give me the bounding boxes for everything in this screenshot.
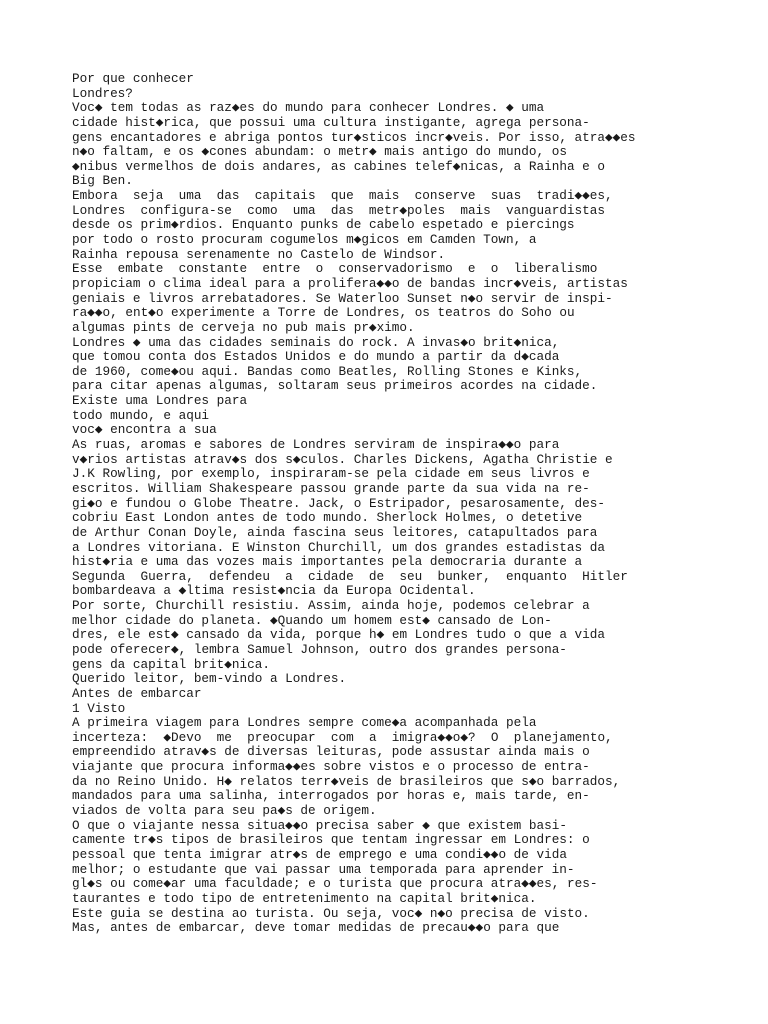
text-line: Voc◆ tem todas as raz◆es do mundo para conhecer Londres. ◆ uma [72,100,545,116]
heading-line: Por que conhecer [72,71,194,86]
text-line: Esse embate constante entre o conservadorismo e o liberalismo [72,261,598,277]
text-line: propiciam o clima ideal para a prolifera◆◆o de bandas incr◆veis, artistas [72,275,628,291]
text-line: bombardeava a ◆ltima resist◆ncia da Europa Ocidental. [72,583,476,599]
document-page [72,72,732,936]
text-line: melhor cidade do planeta. ◆Quando um homem est◆ cansado de Lon- [72,612,552,628]
text-line: de Arthur Conan Doyle, ainda fascina seus leitores, catapultados para [72,524,598,540]
subheading-line: voc◆ encontra a sua [72,422,217,438]
text-line: Londres ◆ uma das cidades seminais do rock. A invas◆o brit◆nica, [72,334,560,350]
text-line: a Londres vitoriana. E Winston Churchill, um dos grandes estadistas da [72,539,605,555]
text-line: melhor; o estudante que vai passar uma temporada para aprender in- [72,861,575,877]
subheading-line: Existe uma Londres para [72,393,248,409]
text-line: n◆o faltam, e os ◆cones abundam: o metr◆ mais antigo do mundo, os [72,144,567,160]
text-line: J.K Rowling, por exemplo, inspiraram-se pela cidade em seus livros e [72,466,590,482]
text-line: gens encantadores e abriga pontos tur◆sticos incr◆veis. Por isso, atra◆◆es [72,129,636,145]
text-line: Este guia se destina ao turista. Ou seja, voc◆ n◆o precisa de visto. [72,905,590,921]
text-line: cidade hist◆rica, que possui uma cultura instigante, agrega persona- [72,114,590,130]
text-line: pessoal que tenta imigrar atr◆s de emprego e uma condi◆◆o de vida [72,846,567,862]
text-line: Big Ben. [72,173,133,189]
text-line: mandados para uma salinha, interrogados por horas e, mais tarde, en- [72,788,590,804]
text-line: ◆nibus vermelhos de dois andares, as cabines telef◆nicas, a Rainha e o [72,158,606,174]
text-line: A primeira viagem para Londres sempre come◆a acompanhada pela [72,715,537,731]
text-line: taurantes e todo tipo de entretenimento na capital brit◆nica. [72,890,537,906]
text-line: algumas pints de cerveja no pub mais pr◆ximo. [72,319,415,335]
text-line: da no Reino Unido. H◆ relatos terr◆veis de brasileiros que s◆o barrados, [72,773,621,789]
text-line: Mas, antes de embarcar, deve tomar medidas de precau◆◆o para que [72,920,560,936]
text-line: dres, ele est◆ cansado da vida, porque h◆ em Londres tudo o que a vida [72,627,606,643]
text-line: por todo o rosto procuram cogumelos m◆gicos em Camden Town, a [72,232,537,248]
text-line: pode oferecer◆, lembra Samuel Johnson, outro dos grandes persona- [72,641,567,657]
text-line: gl◆s ou come◆ar uma faculdade; e o turista que procura atra◆◆es, res- [72,876,598,892]
heading-line: Londres? [72,85,133,101]
text-line: geniais e livros arrebatadores. Se Waterloo Sunset n◆o servir de inspi- [72,290,613,306]
text-line: Por sorte, Churchill resistiu. Assim, ainda hoje, podemos celebrar a [72,598,590,614]
text-line: incerteza: ◆Devo me preocupar com a imigra◆◆o◆? O planejamento, [72,729,613,745]
text-line: gi◆o e fundou o Globe Theatre. Jack, o Estripador, pesarosamente, des- [72,495,605,511]
text-line: desde os prim◆rdios. Enquanto punks de cabelo espetado e piercings [72,217,575,233]
text-line: Querido leitor, bem-vindo a Londres. [72,671,347,687]
text-line: camente tr◆s tipos de brasileiros que tentam ingressar em Londres: o [72,832,590,848]
text-line: escritos. William Shakespeare passou grande parte da sua vida na re- [72,480,590,496]
text-line: hist◆ria e uma das vozes mais importantes pela democraria durante a [72,554,583,570]
text-line: Londres configura-se como uma das metr◆poles mais vanguardistas [72,202,605,218]
text-line: viajante que procura informa◆◆es sobre vistos e o processo de entra- [72,759,590,775]
text-line: gens da capital brit◆nica. [72,656,270,672]
text-line: Embora seja uma das capitais que mais conserve suas tradi◆◆es, [72,188,613,204]
text-line: que tomou conta dos Estados Unidos e do mundo a partir da d◆cada [72,349,560,365]
text-line: cobriu East London antes de todo mundo. Sherlock Holmes, o detetive [72,510,583,526]
section-heading-line: 1 Visto [72,700,126,716]
text-line: v◆rios artistas atrav◆s dos s◆culos. Charles Dickens, Agatha Christie e [72,451,613,467]
text-line: ra◆◆o, ent◆o experimente a Torre de Londres, os teatros do Soho ou [72,305,575,321]
text-line: O que o viajante nessa situa◆◆o precisa saber ◆ que existem basi- [72,817,567,833]
section-heading-line: Antes de embarcar [72,685,202,701]
text-line: As ruas, aromas e sabores de Londres serviram de inspira◆◆o para [72,437,560,453]
text-line: viados de volta para seu pa◆s de origem. [72,803,377,819]
text-line: Rainha repousa serenamente no Castelo de Windsor. [72,246,446,262]
text-line: empreendido atrav◆s de diversas leituras, pode assustar ainda mais o [72,744,590,760]
text-line: Segunda Guerra, defendeu a cidade de seu bunker, enquanto Hitler [72,568,628,584]
text-line: de 1960, come◆ou aqui. Bandas como Beatles, Rolling Stones e Kinks, [72,363,583,379]
text-line: para citar apenas algumas, soltaram seus primeiros acordes na cidade. [72,378,598,394]
subheading-line: todo mundo, e aqui [72,407,210,423]
